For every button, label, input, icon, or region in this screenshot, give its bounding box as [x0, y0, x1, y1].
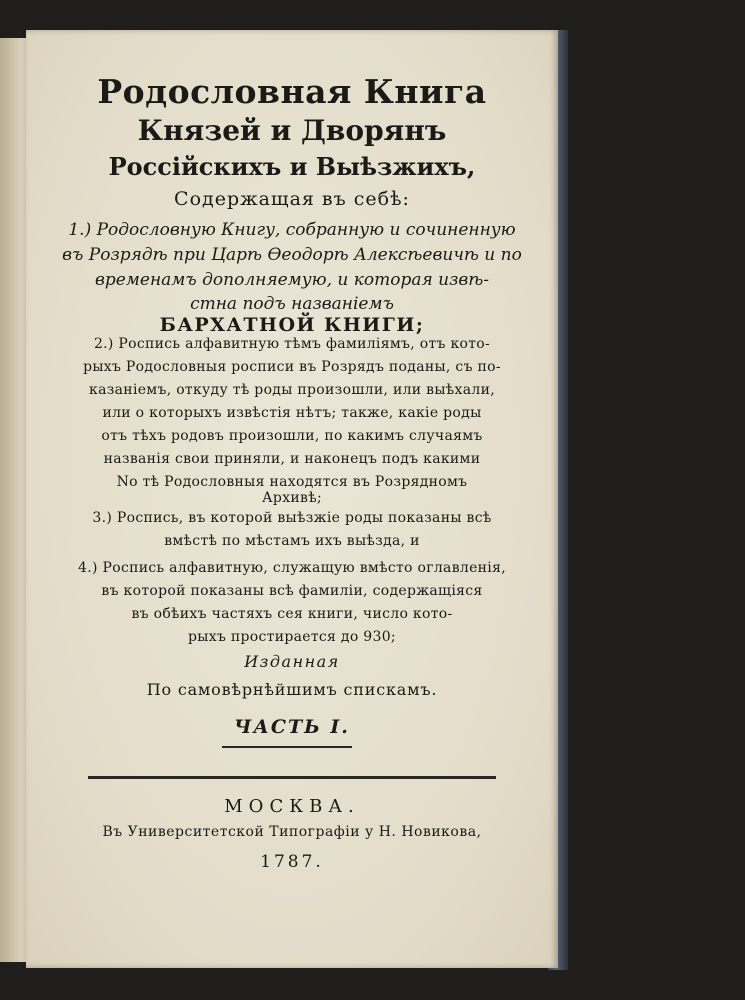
item2-line-8: Архивѣ; — [262, 490, 322, 506]
item3-line-1: 3.) Роспись, въ которой выѣзжіе роды показаны всѣ — [92, 510, 492, 526]
item1-line-4: стна подъ названіемъ — [190, 294, 394, 314]
book-name: БАРХАТНОЙ КНИГИ; — [159, 314, 425, 336]
item2-line-6: названія свои приняли, и наконецъ подъ какими — [103, 451, 481, 467]
part-underline — [222, 746, 352, 748]
item4-line-3: въ обѣихъ частяхъ сея книги, число кото- — [131, 606, 453, 622]
title-line-1: Родословная Книга — [97, 72, 487, 111]
item3-line-2: вмѣстѣ по мѣстамъ ихъ выѣзда, и — [164, 533, 420, 549]
item2-line-5: отъ тѣхъ родовъ произошли, по какимъ случаямъ — [101, 428, 483, 444]
lists-line: По самовѣрнѣйшимъ спискамъ. — [146, 680, 438, 699]
item1-line-3: временамъ дополняемую, и которая извѣ- — [94, 270, 490, 290]
item2-line-2: рыхъ Родословныя росписи въ Розрядъ поданы, съ по- — [83, 359, 501, 375]
item4-line-4: рыхъ простирается до 930; — [188, 629, 396, 645]
item2-line-1: 2.) Роспись алфавитную тѣмъ фамиліямъ, отъ кото- — [93, 336, 491, 352]
item4-line-1: 4.) Роспись алфавитную, служащую вмѣсто оглавленія, — [78, 560, 506, 576]
title-page — [26, 30, 558, 968]
item2-line-4: или о которыхъ извѣстія нѣтъ; также, какіе роды — [102, 405, 482, 421]
item1-line-2: въ Розрядѣ при Царѣ Ѳеодорѣ Алексѣевичѣ и по — [62, 245, 522, 265]
item1-line-1: 1.) Родословную Книгу, собранную и сочиненную — [68, 220, 516, 240]
item2-line-3: казаніемъ, откуду тѣ роды произошли, или выѣхали, — [89, 382, 495, 398]
part-number: ЧАСТЬ I. — [234, 716, 350, 738]
title-line-4: Содержащая въ себѣ: — [174, 188, 410, 210]
item2-line-7: No тѣ Родословныя находятся въ Розрядномъ — [116, 474, 468, 490]
item4-line-2: въ которой показаны всѣ фамиліи, содержащіяся — [101, 583, 483, 599]
title-line-2: Князей и Дворянъ — [137, 114, 447, 147]
imprint-city: МОСКВА. — [224, 796, 360, 817]
published-label: Изданная — [244, 652, 340, 671]
title-line-3: Россійскихъ и Выѣзжихъ, — [108, 152, 476, 181]
imprint-press: Въ Университетской Типографіи у Н. Новикова, — [102, 824, 482, 840]
imprint-divider — [88, 776, 496, 779]
imprint-year: 1787. — [260, 852, 324, 872]
